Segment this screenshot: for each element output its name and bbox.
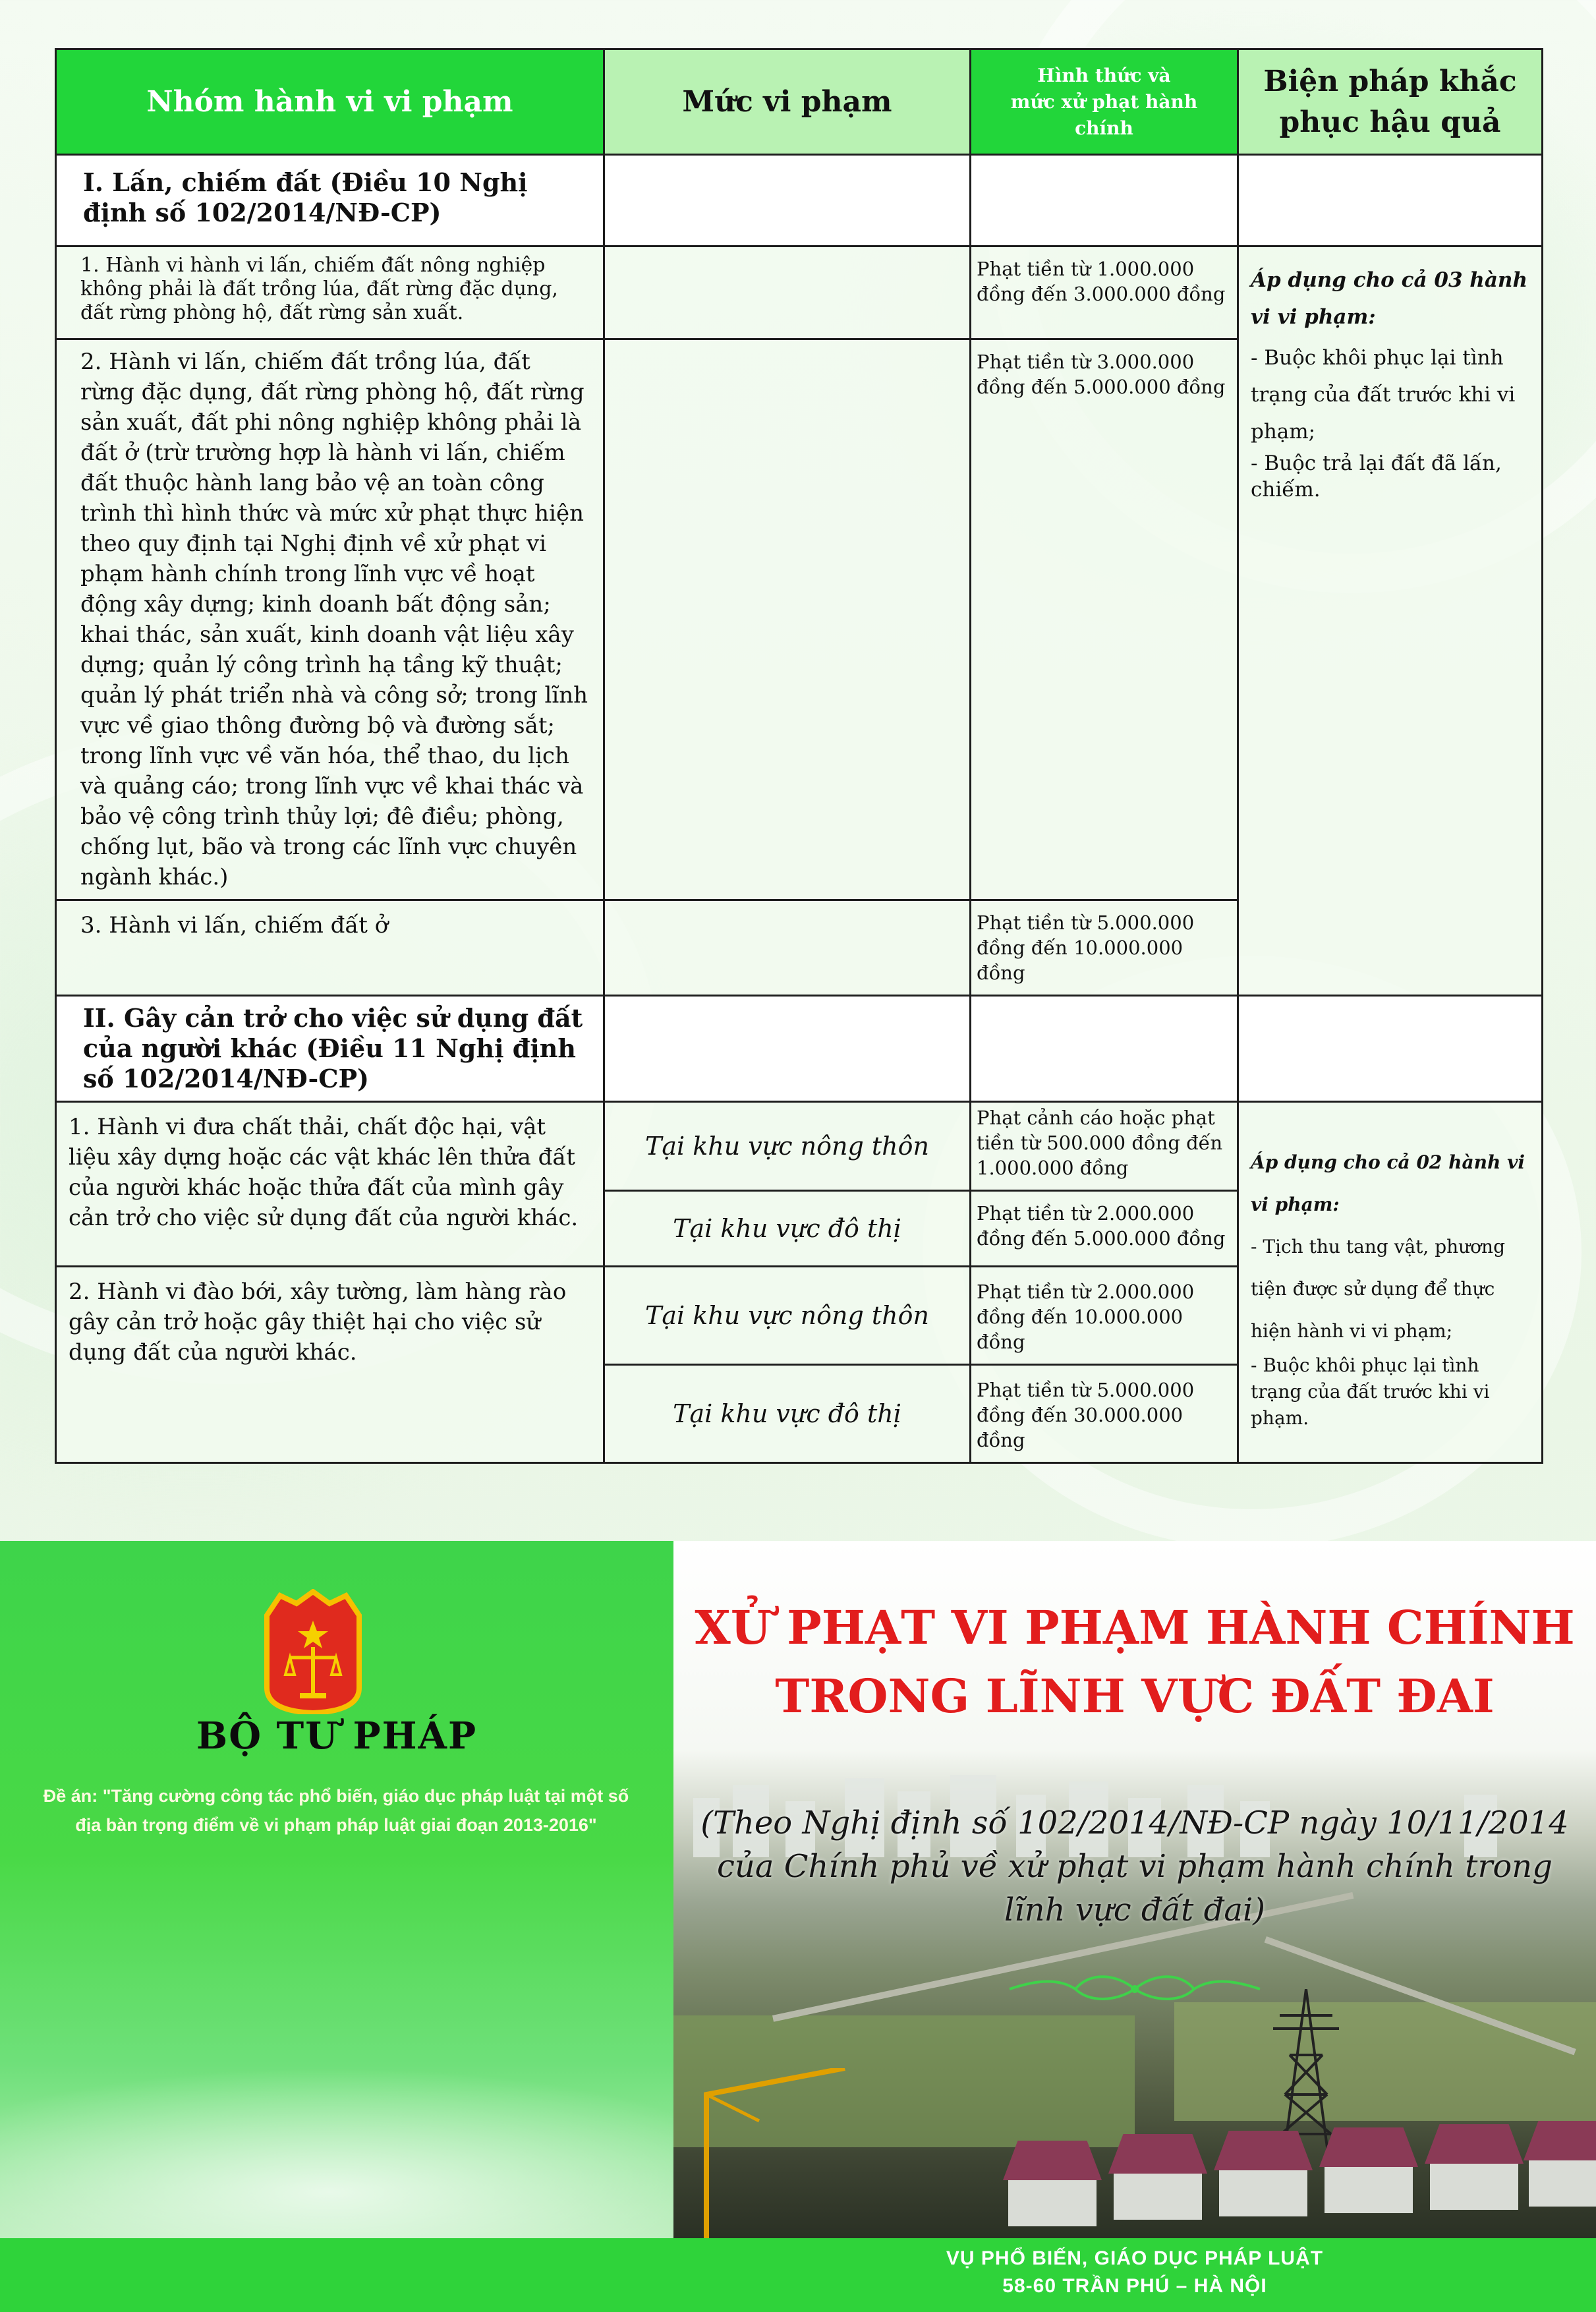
empty-cell <box>1238 996 1543 1102</box>
header-remedy <box>1238 49 1543 155</box>
ministry-name: BỘ TƯ PHÁP <box>196 1714 478 1758</box>
empty-cell <box>604 339 971 900</box>
cover-title <box>673 1594 1596 1731</box>
area-urban: Tại khu vực đô thị <box>604 1365 971 1463</box>
house <box>1214 2131 1313 2216</box>
crane-icon <box>680 2068 851 2238</box>
penalty-table <box>55 48 1543 1464</box>
header-violation-group: Nhóm hành vi vi phạm <box>56 49 604 155</box>
section-1-title-row <box>56 155 1543 246</box>
empty-cell <box>604 246 971 339</box>
section-1-title: I. Lấn, chiếm đất (Điều 10 Nghị định số 102/2014/NĐ-CP) <box>56 155 604 246</box>
house-wall <box>1114 2174 1202 2220</box>
violation-act: 2. Hành vi lấn, chiếm đất trồng lúa, đất rừng đặc dụng, đất rừng phòng hộ, đất rừng sản xuất, đất phi nông nghiệp không phải là đất ở (trừ trường hợp là hành vi lấn, chiếm đất thuộc hành lang bảo vệ an toàn công trình thì hình thức và mức xử phạt thực hiện theo quy định tại Nghị định về xử phạt vi phạm hành chính trong lĩnh vực về hoạt động xây dựng; kinh doanh bất động sản; khai thác, sản xuất, kinh doanh vật liệu xây dựng; quản lý công trình hạ tầng kỹ thuật; quản lý phát triển nhà và công sở; trong lĩnh vực về giao thông đường bộ và đường sắt; trong lĩnh vực về văn hóa, thể thao, du lịch và quảng cáo; trong lĩnh vực về khai thác và bảo vệ công trình thủy lợi; đê điều; phòng, chống lụt, bão và trong các lĩnh vực chuyên ngành khác.) <box>56 339 604 900</box>
house <box>1425 2124 1524 2210</box>
fine-amount: Phạt tiền từ 3.000.000 đồng đến 5.000.000 đồng <box>971 339 1238 900</box>
header-penalty-form-line1: Hình thức và <box>1037 64 1171 86</box>
section-2-title-row <box>56 996 1543 1102</box>
footer-department: VỤ PHỔ BIẾN, GIÁO DỤC PHÁP LUẬT <box>946 2247 1324 2269</box>
empty-cell <box>971 155 1238 246</box>
area-urban: Tại khu vực đô thị <box>604 1191 971 1267</box>
area-rural: Tại khu vực nông thôn <box>604 1267 971 1365</box>
ministry-panel <box>0 1541 673 2238</box>
footer-address: 58-60 TRẦN PHÚ – HÀ NỘI <box>1002 2275 1267 2297</box>
cover-panel <box>673 1541 1596 2238</box>
house <box>1003 2141 1102 2226</box>
fine-amount: Phạt tiền từ 2.000.000 đồng đến 10.000.000 đồng <box>971 1267 1238 1365</box>
land-field <box>1174 2002 1596 2121</box>
house-roof <box>1003 2141 1102 2180</box>
header-remedy-line1: Biện pháp khắc <box>1263 64 1517 98</box>
empty-cell <box>1238 155 1543 246</box>
house-roof <box>1524 2121 1596 2160</box>
ministry-emblem-icon <box>260 1589 366 1714</box>
fine-amount: Phạt tiền từ 2.000.000 đồng đến 5.000.000 đồng <box>971 1191 1238 1267</box>
house-wall <box>1325 2167 1413 2213</box>
section-2-remedy <box>1238 1102 1543 1463</box>
table-row <box>56 246 1543 339</box>
house-roof <box>1214 2131 1313 2170</box>
remedy-item: - Buộc khôi phục lại tình trạng của đất trước khi vi phạm. <box>1251 1354 1490 1429</box>
section-2-title: II. Gây cản trở cho việc sử dụng đất của người khác (Điều 11 Nghị định số 102/2014/NĐ-CP) <box>56 996 604 1102</box>
violation-act: 1. Hành vi hành vi lấn, chiếm đất nông nghiệp không phải là đất trồng lúa, đất rừng đặc dụng, đất rừng phòng hộ, đất rừng sản xuất. <box>56 246 604 339</box>
panel-glow <box>0 2067 673 2238</box>
house-roof <box>1319 2127 1418 2167</box>
remedy-item: - Tịch thu tang vật, phương tiện được sử dụng để thực hiện hành vi vi phạm; <box>1251 1235 1505 1342</box>
table-header-row <box>56 49 1543 155</box>
fine-amount: Phạt tiền từ 5.000.000 đồng đến 30.000.000 đồng <box>971 1365 1238 1463</box>
empty-cell <box>604 155 971 246</box>
house-roof <box>1108 2134 1207 2174</box>
house <box>1108 2134 1207 2220</box>
house <box>1319 2127 1418 2213</box>
fine-amount: Phạt cảnh cáo hoặc phạt tiền từ 500.000 đồng đến 1.000.000 đồng <box>971 1102 1238 1191</box>
violation-act: 3. Hành vi lấn, chiếm đất ở <box>56 900 604 996</box>
header-remedy-line2: phục hậu quả <box>1279 105 1501 139</box>
header-penalty-form <box>971 49 1238 155</box>
house <box>1524 2121 1596 2207</box>
ornament-flourish-icon <box>1003 1969 1267 2009</box>
header-penalty-form-line2: mức xử phạt hành chính <box>1010 90 1198 139</box>
house-wall <box>1529 2160 1596 2207</box>
violation-act: 2. Hành vi đào bới, xây tường, làm hàng rào gây cản trở hoặc gây thiệt hại cho việc sử dụng đất của người khác. <box>56 1267 604 1463</box>
footer-bar <box>0 2238 1596 2312</box>
violation-act: 1. Hành vi đưa chất thải, chất độc hại, vật liệu xây dựng hoặc các vật khác lên thửa đất của người khác hoặc thửa đất của mình gây cản trở cho việc sử dụng đất của người khác. <box>56 1102 604 1267</box>
fine-amount: Phạt tiền từ 5.000.000 đồng đến 10.000.000 đồng <box>971 900 1238 996</box>
cover-title-line2: TRONG LĨNH VỰC ĐẤT ĐAI <box>775 1669 1495 1723</box>
empty-cell <box>604 996 971 1102</box>
cover-subtitle: (Theo Nghị định số 102/2014/NĐ-CP ngày 10/11/2014 của Chính phủ về xử phạt vi phạm hành chính trong lĩnh vực đất đai) <box>700 1805 1569 1928</box>
remedy-intro: Áp dụng cho cả 02 hành vi vi phạm: <box>1251 1151 1525 1215</box>
house-wall <box>1008 2180 1097 2226</box>
house-roof <box>1425 2124 1524 2164</box>
house-wall <box>1219 2170 1307 2216</box>
fine-amount: Phạt tiền từ 1.000.000 đồng đến 3.000.000 đồng <box>971 246 1238 339</box>
project-description: Đề án: "Tăng cường công tác phổ biến, giáo dục pháp luật tại một số địa bàn trọng điểm về vi phạm pháp luật giai đoạn 2013-2016" <box>43 1786 629 1835</box>
table-row <box>56 1102 1543 1191</box>
remedy-intro: Áp dụng cho cả 03 hành vi vi phạm: <box>1251 268 1528 329</box>
area-rural: Tại khu vực nông thôn <box>604 1102 971 1191</box>
empty-cell <box>971 996 1238 1102</box>
remedy-item: - Buộc trả lại đất đã lấn, chiếm. <box>1251 451 1502 502</box>
cover-title-line1: XỬ PHẠT VI PHẠM HÀNH CHÍNH <box>695 1600 1575 1655</box>
house-wall <box>1430 2164 1518 2210</box>
remedy-item: - Buộc khôi phục lại tình trạng của đất trước khi vi phạm; <box>1251 346 1516 444</box>
empty-cell <box>604 900 971 996</box>
header-violation-level: Mức vi phạm <box>604 49 971 155</box>
section-1-remedy <box>1238 246 1543 996</box>
